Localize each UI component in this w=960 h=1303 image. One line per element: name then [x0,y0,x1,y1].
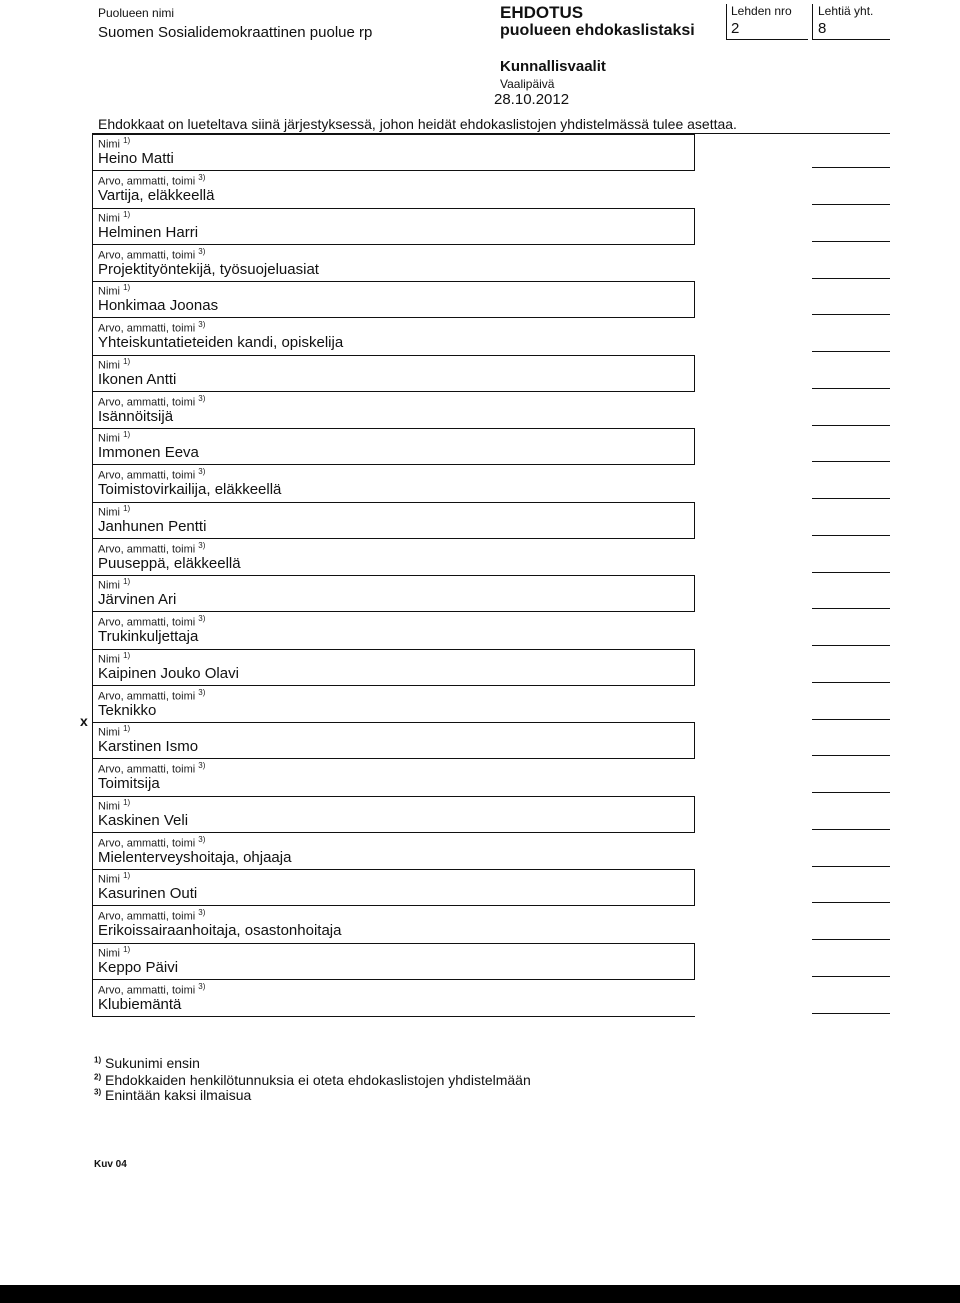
right-blank-line [812,719,890,720]
candidate-title: Trukinkuljettaja [98,628,199,645]
entry-divider [92,538,695,539]
right-blank-line [812,755,890,756]
name-label: Nimi $^{1)}$ [98,871,131,886]
form-code: Kuv 04 [94,1159,127,1170]
party-name-label: Puolueen nimi [98,6,175,20]
candidate-entry [92,943,695,1017]
right-blank-line [812,682,890,683]
doc-title: EHDOTUS [500,3,584,22]
election-date-label: Vaalipäivä [500,77,555,91]
entry-border [92,722,695,723]
right-blank-line [812,425,890,426]
entry-border [92,428,93,502]
entry-border [92,208,93,282]
name-label: Nimi $^{1)}$ [98,283,131,298]
candidate-name: Kaipinen Jouko Olavi [98,665,239,682]
entry-border [92,575,93,649]
right-blank-line [812,829,890,830]
candidate-entry [92,722,695,796]
right-blank-line [812,461,890,462]
entry-border [92,502,695,503]
title-label: Arvo, ammatti, toimi $^{3)}$ [98,908,206,923]
entry-border [694,575,695,611]
election-type: Kunnallisvaalit [500,58,606,75]
candidate-name: Ikonen Antti [98,371,177,388]
right-blank-line [812,902,890,903]
candidate-entry [92,575,695,649]
entry-border [92,722,93,796]
party-name: Suomen Sosialidemokraattinen puolue rp [98,24,373,41]
entry-border [92,649,93,723]
candidate-title: Yhteiskuntatieteiden kandi, opiskelija [98,334,344,351]
entry-divider [92,317,695,318]
candidate-entry [92,869,695,943]
bottom-scan-bar [0,1285,960,1303]
candidate-title: Projektityöntekijä, työsuojeluasiat [98,261,319,278]
title-label: Arvo, ammatti, toimi $^{3)}$ [98,467,206,482]
candidate-name: Keppo Päivi [98,959,179,976]
right-blank-line [812,167,890,168]
entry-divider [92,979,695,980]
candidate-name: Helminen Harri [98,224,199,241]
candidate-name: Kaskinen Veli [98,812,189,829]
title-label: Arvo, ammatti, toimi $^{3)}$ [98,394,206,409]
candidate-entry [92,428,695,502]
candidate-title: Erikoissairaanhoitaja, osastonhoitaja [98,922,342,939]
candidate-entry [92,281,695,355]
name-label: Nimi $^{1)}$ [98,357,131,372]
entry-divider [92,832,695,833]
title-label: Arvo, ammatti, toimi $^{3)}$ [98,247,206,262]
name-label: Nimi $^{1)}$ [98,945,131,960]
right-blank-line [812,204,890,205]
title-label: Arvo, ammatti, toimi $^{3)}$ [98,541,206,556]
right-blank-line [812,866,890,867]
right-blank-line [812,535,890,536]
right-blank-line [812,792,890,793]
entry-border [694,869,695,905]
list-bottom-border [92,1016,695,1017]
candidate-entry [92,134,695,208]
entry-border [694,134,695,170]
entry-border [694,502,695,538]
name-label: Nimi $^{1)}$ [98,724,131,739]
header-divider [726,4,727,40]
candidate-name: Kasurinen Outi [98,885,198,902]
title-label: Arvo, ammatti, toimi $^{3)}$ [98,688,206,703]
right-blank-line [812,241,890,242]
entry-border [92,869,695,870]
entry-divider [92,464,695,465]
name-label: Nimi $^{1)}$ [98,210,131,225]
candidate-entry [92,355,695,429]
page-number-label: Lehden nro [731,4,792,18]
candidate-name: Järvinen Ari [98,591,177,608]
title-label: Arvo, ammatti, toimi $^{3)}$ [98,835,206,850]
entry-border [92,208,695,209]
right-blank-line [812,976,890,977]
right-blank-line [812,314,890,315]
candidate-entry [92,208,695,282]
name-label: Nimi $^{1)}$ [98,430,131,445]
candidate-entry [92,796,695,870]
right-blank-line [812,939,890,940]
entry-border [92,502,93,576]
title-label: Arvo, ammatti, toimi $^{3)}$ [98,761,206,776]
entry-border [92,575,695,576]
footnote-2: $^{2)}$ Ehdokkaiden henkilötunnuksia ei oteta ehdokaslistojen yhdistelmään [94,1072,531,1088]
entry-border [694,796,695,832]
candidate-entry [92,649,695,723]
candidate-title: Toimistovirkailija, eläkkeellä [98,481,282,498]
entry-border [694,649,695,685]
title-label: Arvo, ammatti, toimi $^{3)}$ [98,982,206,997]
election-date: 28.10.2012 [494,91,570,108]
hand-mark: x [80,713,88,729]
title-label: Arvo, ammatti, toimi $^{3)}$ [98,614,206,629]
pages-total-value: 8 [818,20,827,37]
right-blank-line [812,608,890,609]
entry-border [92,134,695,135]
entry-border [92,355,93,429]
candidate-title: Puuseppä, eläkkeellä [98,555,241,572]
pages-total-underline [812,39,890,40]
entry-border [92,281,93,355]
right-blank-line [812,388,890,389]
entry-divider [92,170,695,171]
entry-divider [92,611,695,612]
entry-divider [92,244,695,245]
entry-border [92,649,695,650]
candidate-title: Mielenterveyshoitaja, ohjaaja [98,849,292,866]
footnote-3: $^{3)}$ Enintään kaksi ilmaisua [94,1087,252,1103]
entry-border [92,134,93,208]
entry-border [694,281,695,317]
entry-border [694,208,695,244]
name-label: Nimi $^{1)}$ [98,136,131,151]
entry-divider [92,391,695,392]
entry-border [92,943,93,1017]
name-label: Nimi $^{1)}$ [98,504,131,519]
candidate-title: Isännöitsijä [98,408,174,425]
pages-total-label: Lehtiä yht. [818,4,874,18]
title-label: Arvo, ammatti, toimi $^{3)}$ [98,173,206,188]
right-blank-line [812,645,890,646]
candidate-title: Toimitsija [98,775,160,792]
name-label: Nimi $^{1)}$ [98,798,131,813]
entry-border [92,796,93,870]
instruction-text: Ehdokkaat on lueteltava siinä järjestyksessä, johon heidät ehdokaslistojen yhdistelmässä tulee asettaa. [98,116,737,132]
right-blank-line [812,351,890,352]
candidate-name: Immonen Eeva [98,444,199,461]
right-blank-line [812,572,890,573]
candidate-title: Klubiemäntä [98,996,182,1013]
entry-divider [92,905,695,906]
right-blank-line [812,1013,890,1014]
entry-border [92,355,695,356]
name-label: Nimi $^{1)}$ [98,577,131,592]
page-number-underline [726,39,808,40]
entry-border [92,428,695,429]
entry-divider [92,685,695,686]
header-divider-2 [812,4,813,40]
candidate-name: Heino Matti [98,150,174,167]
entry-border [92,943,695,944]
footnote-1: $^{1)}$ Sukunimi ensin [94,1055,200,1071]
entry-border [92,281,695,282]
right-blank-line [812,278,890,279]
entry-border [92,869,93,943]
name-label: Nimi $^{1)}$ [98,651,131,666]
candidate-name: Honkimaa Joonas [98,297,219,314]
entry-border [694,722,695,758]
entry-divider [92,758,695,759]
right-blank-line [812,498,890,499]
title-label: Arvo, ammatti, toimi $^{3)}$ [98,320,206,335]
candidate-name: Janhunen Pentti [98,518,207,535]
page-number-value: 2 [731,20,740,37]
candidate-name: Karstinen Ismo [98,738,199,755]
entry-border [694,428,695,464]
doc-subtitle: puolueen ehdokaslistaksi [500,22,695,39]
candidate-title: Vartija, eläkkeellä [98,187,215,204]
candidate-title: Teknikko [98,702,157,719]
entry-border [694,943,695,979]
entry-border [694,355,695,391]
entry-border [92,796,695,797]
candidate-entry [92,502,695,576]
